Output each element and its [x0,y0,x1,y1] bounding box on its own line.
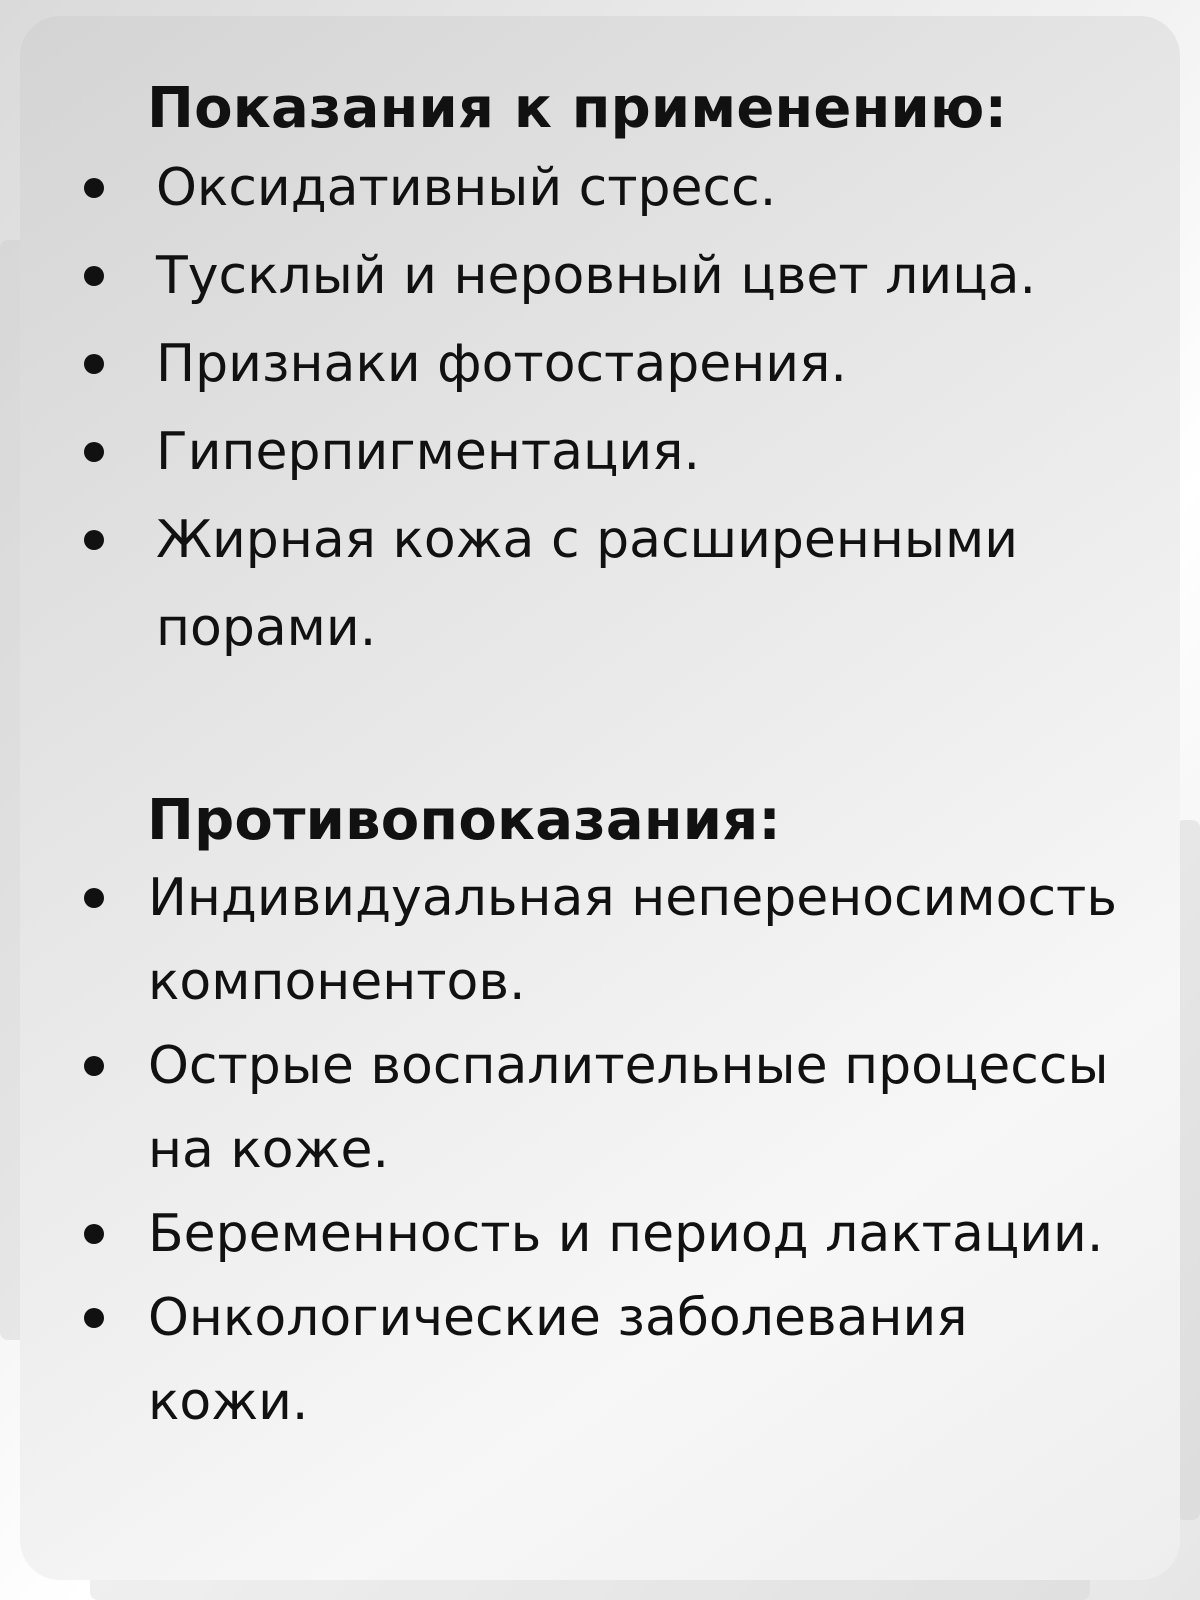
bullet-icon [84,1056,104,1076]
list-item-text: Признаки фотостарения. [156,334,847,394]
list-item-text: Гиперпигментация. [156,422,700,482]
contraindications-list [76,856,1140,1444]
list-item-text: Беременность и период лактации. [148,1204,1104,1264]
bullet-icon [84,1224,104,1244]
list-item-text: Онкологические заболевания кожи. [148,1288,968,1432]
bullet-icon [84,354,104,374]
list-item-text: Тусклый и неровный цвет лица. [156,246,1036,306]
list-item [76,1276,1140,1444]
bullet-icon [84,178,104,198]
list-item [76,1024,1140,1192]
bullet-icon [84,530,104,550]
list-item-text: Жирная кожа с расширенными порами. [156,510,1018,658]
bullet-icon [84,1308,104,1328]
indications-title: Показания к применению: [147,76,1008,141]
list-item-text: Оксидативный стресс. [156,158,777,218]
list-item [76,408,1140,496]
indications-list [76,144,1140,672]
list-item [76,856,1140,1024]
bullet-icon [84,442,104,462]
bullet-icon [84,888,104,908]
list-item [76,1192,1140,1276]
contraindications-title: Противопоказания: [147,788,782,853]
list-item-text: Индивидуальная непереносимость компонентов. [148,868,1117,1012]
section-spacer [76,672,1140,780]
list-item [76,320,1140,408]
list-item [76,232,1140,320]
info-card [20,16,1180,1580]
bullet-icon [84,266,104,286]
list-item [76,144,1140,232]
list-item-text: Острые воспалительные процессы на коже. [148,1036,1109,1180]
list-item [76,496,1140,672]
